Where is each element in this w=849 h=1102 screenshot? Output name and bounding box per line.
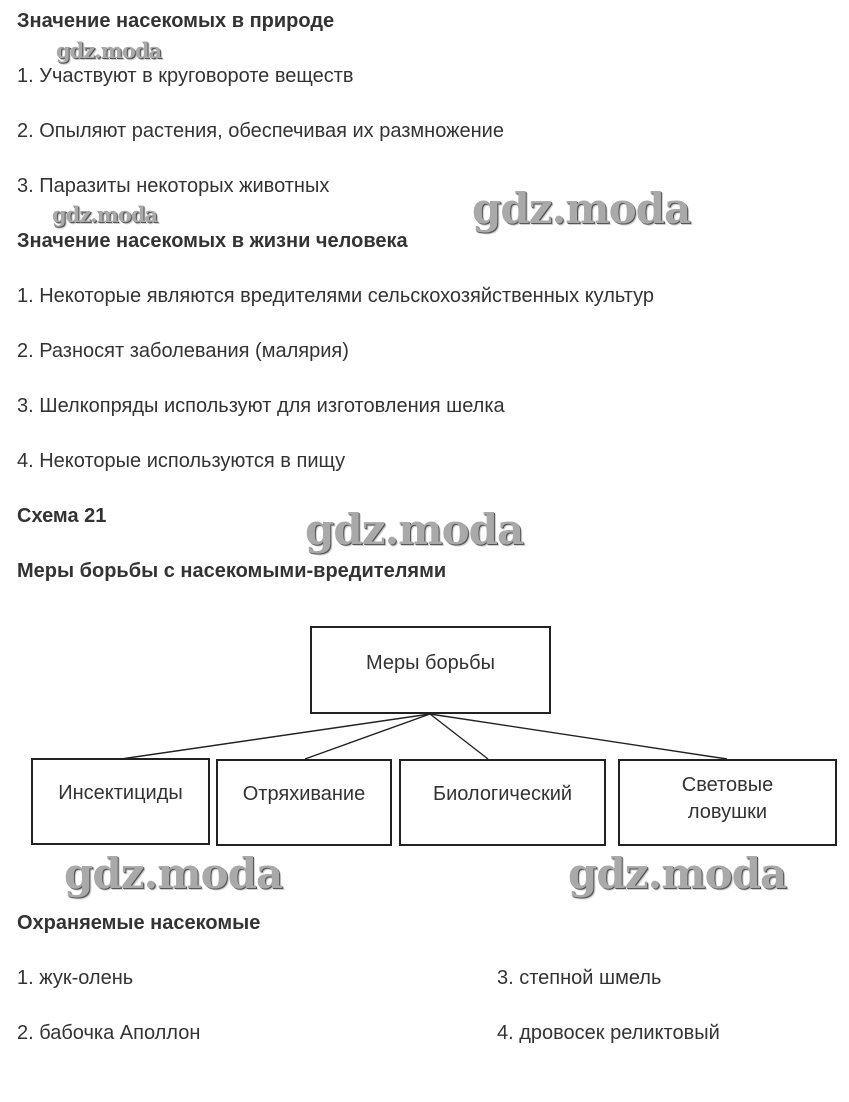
list-item: 2. бабочка Аполлон <box>17 1022 201 1044</box>
heading-nature: Значение насекомых в природе <box>17 10 335 32</box>
connector-line <box>305 714 430 759</box>
diagram-child-label: Инсектициды <box>58 782 183 804</box>
connector-line <box>430 714 488 759</box>
list-item: 4. дровосек реликтовый <box>497 1022 720 1044</box>
list-item: 3. степной шмель <box>497 967 662 989</box>
diagram-child-label: Биологический <box>432 783 573 805</box>
list-item: 2. Опыляют растения, обеспечивая их размножение <box>17 120 504 142</box>
watermark: gdz.moda <box>56 38 162 63</box>
connector-line <box>430 714 727 759</box>
diagram-root-box <box>310 626 551 714</box>
diagram-child-box <box>618 759 837 846</box>
diagram-root-label: Меры борьбы <box>365 651 495 674</box>
diagram-child-box <box>399 759 606 846</box>
list-item: 3. Шелкопряды используют для изготовления шелка <box>17 395 505 417</box>
watermark: gdz.moda <box>52 202 158 227</box>
list-item: 1. жук-олень <box>17 967 134 989</box>
watermark: gdz.moda <box>305 505 524 554</box>
watermark: gdz.moda <box>472 184 691 233</box>
list-item: 2. Разносят заболевания (малярия) <box>17 340 349 362</box>
heading-protected: Охраняемые насекомые <box>17 912 261 934</box>
scheme-label: Схема 21 <box>17 505 107 527</box>
diagram-child-label: Световые ловушки <box>681 773 774 823</box>
list-item: 1. Участвуют в круговороте веществ <box>17 65 354 87</box>
watermark: gdz.moda <box>568 849 787 898</box>
diagram-child-box <box>216 759 392 846</box>
heading-human: Значение насекомых в жизни человека <box>17 230 408 252</box>
diagram-child-box <box>31 758 210 845</box>
diagram-child-label: Отряхивание <box>242 783 366 805</box>
watermark: gdz.moda <box>64 849 283 898</box>
connector-line <box>121 714 430 759</box>
list-item: 4. Некоторые используются в пищу <box>17 450 346 472</box>
list-item: 1. Некоторые являются вредителями сельскохозяйственных культур <box>17 285 655 307</box>
list-item: 3. Паразиты некоторых животных <box>17 175 330 197</box>
scheme-title: Меры борьбы с насекомыми-вредителями <box>17 560 447 582</box>
